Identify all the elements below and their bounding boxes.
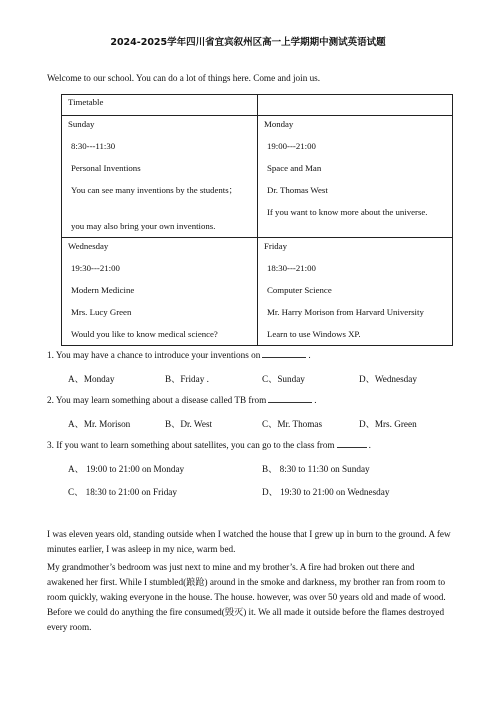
cell-subject: Personal Inventions xyxy=(71,163,141,173)
cell-subject: Space and Man xyxy=(267,163,322,173)
option-d: D、 19:30 to 21:00 on Wednesday xyxy=(262,487,390,497)
question-stem: 1. You may have a chance to introduce your inventions on xyxy=(47,350,261,360)
question-end: . xyxy=(368,440,371,450)
cell-line2: Would you like to know medical science? xyxy=(71,329,218,339)
cell-day: Friday xyxy=(264,241,287,251)
cell-line1: Mrs. Lucy Green xyxy=(71,307,132,317)
answer-blank xyxy=(262,348,306,358)
question-stem: 2. You may learn something about a disease called TB from xyxy=(47,395,267,405)
cell-time: 18:30---21:00 xyxy=(267,263,316,273)
answer-blank xyxy=(268,393,312,403)
question-1 xyxy=(47,348,311,360)
cell-line1: You can see many inventions by the students； xyxy=(71,185,238,195)
option-a: A、Mr. Morison xyxy=(68,419,131,429)
option-c: C、Sunday xyxy=(262,374,305,384)
cell-line1: Mr. Harry Morison from Harvard University xyxy=(267,307,424,317)
option-a: A、 19:00 to 21:00 on Monday xyxy=(68,464,185,474)
timetable-cell-monday xyxy=(258,116,453,238)
option-d: D、Wednesday xyxy=(359,374,417,384)
passage-paragraph-2: My grandmother’s bedroom was just next to mine and my brother’s. A fire had broken out there and awakened her first. While I stumbled(踉跄) around in the smoke and darkness, my brother ran from room to room quickly, waking everyone in the house. The house. however, was over 50 years old and made of wood. Before we could do anything the fire consumed(毁灭) it. We all made it outside before the flames destroyed every room. xyxy=(47,562,446,632)
cell-subject: Modern Medicine xyxy=(71,285,135,295)
cell-line2: If you want to know more about the universe. xyxy=(267,207,428,217)
answer-blank xyxy=(337,438,367,448)
timetable xyxy=(61,94,453,346)
timetable-header: Timetable xyxy=(68,97,104,107)
cell-subject: Computer Science xyxy=(267,285,332,295)
question-end: . xyxy=(308,350,311,360)
question-stem: 3. If you want to learn something about satellites, you can go to the class from xyxy=(47,440,335,450)
timetable-cell-sunday xyxy=(62,116,258,238)
option-b: B、 8:30 to 11:30 on Sunday xyxy=(262,464,370,474)
question-end: . xyxy=(314,395,317,405)
cell-time: 19:00---21:00 xyxy=(267,141,316,151)
cell-line1: Dr. Thomas West xyxy=(267,185,328,195)
option-c: C、Mr. Thomas xyxy=(262,419,323,429)
cell-line2: Learn to use Windows XP. xyxy=(267,329,361,339)
timetable-cell-wednesday xyxy=(62,238,258,346)
cell-day: Monday xyxy=(264,119,294,129)
option-d: D、Mrs. Green xyxy=(359,419,417,429)
cell-day: Wednesday xyxy=(68,241,109,251)
question-2 xyxy=(47,393,317,405)
timetable-cell-friday xyxy=(258,238,453,346)
cell-day: Sunday xyxy=(68,119,95,129)
option-b: B、Friday . xyxy=(165,374,209,384)
question-3 xyxy=(47,438,371,450)
option-c: C、 18:30 to 21:00 on Friday xyxy=(68,487,177,497)
option-b: B、Dr. West xyxy=(165,419,213,429)
passage-paragraph-1: I was eleven years old, standing outside when I watched the house that I grew up in burn to the ground. A few minutes earlier, I was asleep in my nice, warm bed. xyxy=(47,529,451,554)
cell-time: 19:30---21:00 xyxy=(71,263,120,273)
timetable-header-empty xyxy=(258,95,453,116)
timetable-header-cell xyxy=(62,95,258,116)
cell-line2: you may also bring your own inventions. xyxy=(71,221,216,231)
option-a: A、Monday xyxy=(68,374,115,384)
cell-time: 8:30---11:30 xyxy=(71,141,116,151)
page-title: 2024-2025学年四川省宜宾叙州区高一上学期期中测试英语试题 xyxy=(110,37,386,48)
intro-text: Welcome to our school. You can do a lot of things here. Come and join us. xyxy=(47,73,321,83)
